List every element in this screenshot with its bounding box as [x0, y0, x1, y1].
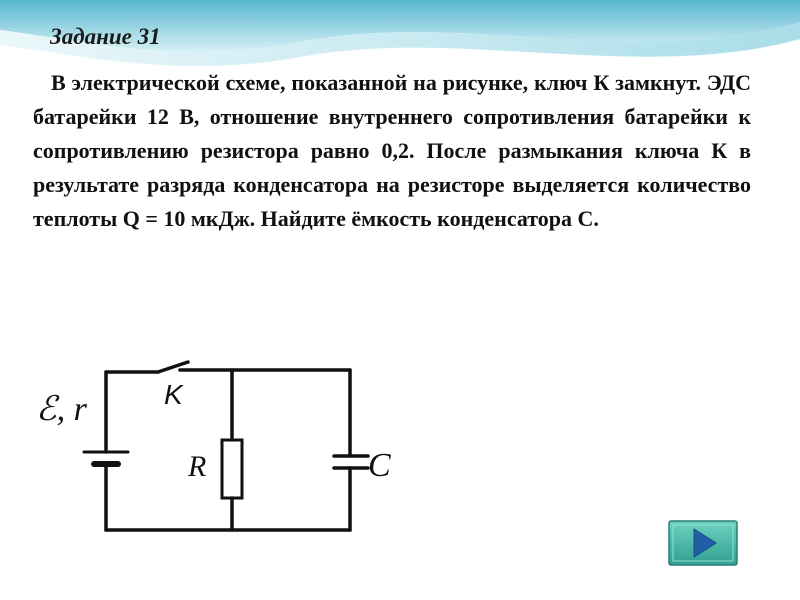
next-slide-button[interactable] — [668, 520, 738, 566]
slide-title: Задание 31 — [50, 24, 161, 49]
circuit-diagram — [18, 358, 428, 600]
switch-label: K — [164, 379, 183, 410]
problem-statement: В электрической схеме, показанной на рисунке, ключ К замкнут. ЭДС батарейки 12 В, отношение внутреннего сопротивления батарейки к сопротивлению резистора равно 0,2. После размыкания ключа К в результате разряда конденсатора на резисторе выделяется количество теплоты Q = 10 мкДж. Найдите ёмкость конденсатора С. — [33, 70, 751, 231]
capacitor-label: C — [368, 447, 391, 484]
resistor-label: R — [188, 450, 207, 483]
battery-label: ℰ, r — [36, 391, 87, 428]
